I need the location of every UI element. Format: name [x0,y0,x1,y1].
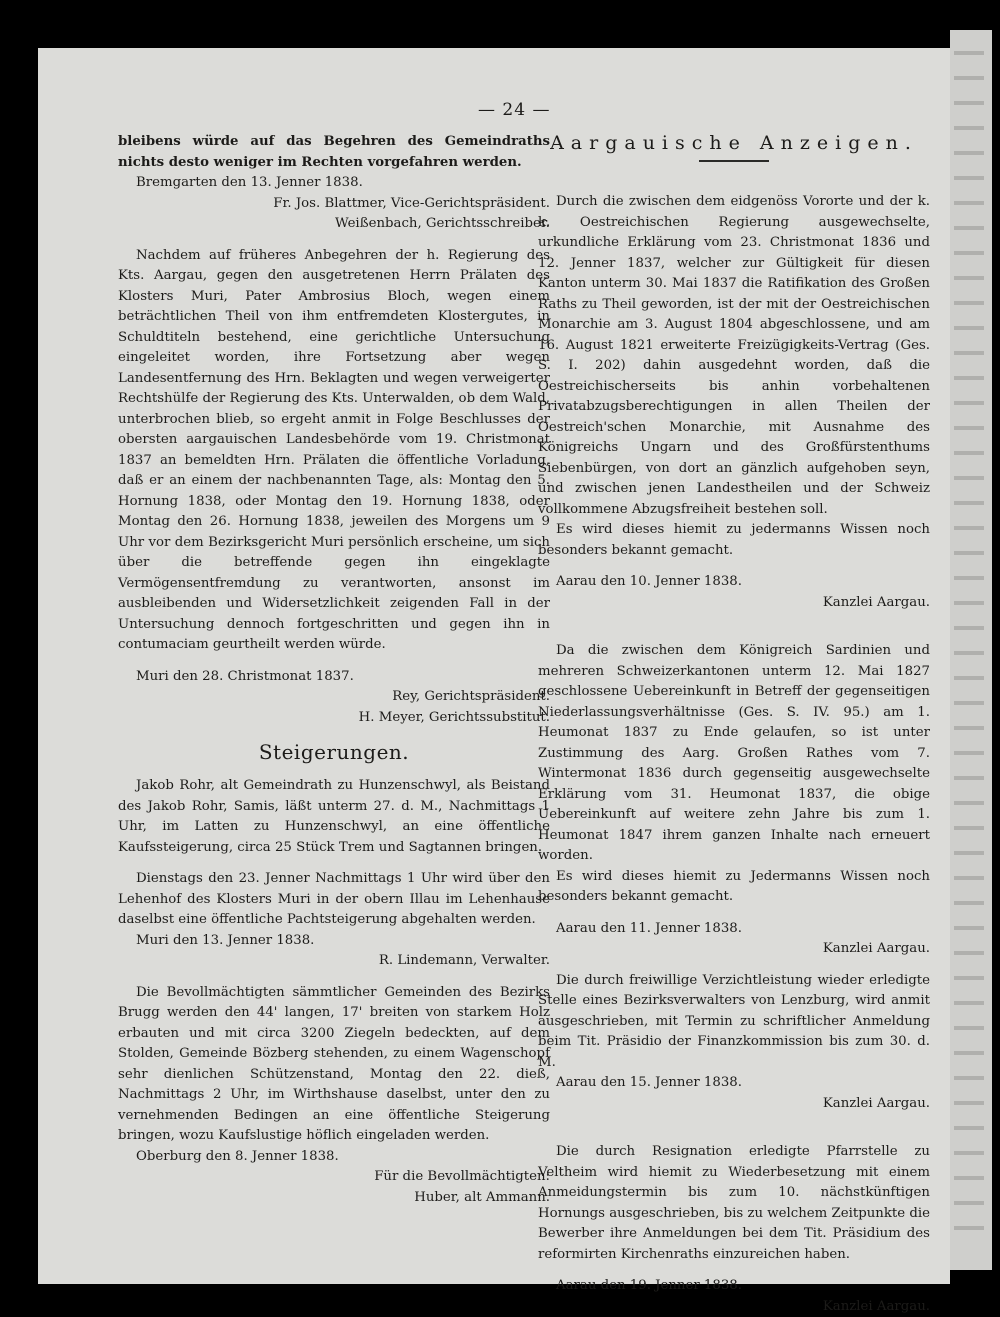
notice-place-date: Aarau den 15. Jenner 1838. [538,1073,930,1094]
notice-place-date: Muri den 28. Christmonat 1837. [118,667,550,688]
notice-signature: H. Meyer, Gerichtssubstitut. [118,708,550,729]
announcement: Da die zwischen dem Königreich Sardinien und mehreren Schweizerkantonen unterm 12. Mai 1827 geschlossene Uebereinkunft in Betreff der gegenseitigen Niederlassungsverhältnisse (Ges. S. IV. 95.) am 1. Heumonat 1837 zu Ende gelaufen, so ist unter Zustimmung des Aarg. Großen Rathes vom 7. Wintermonat 1836 durch gegenseitig ausgewechselte Erklärung vom 31. Heumonat 1837, die obige Uebereinkunft auf weitere zehn Jahre bis zum 1. Heumonat 1847 ihrem ganzen Inhalte nach erneuert worden. [538,641,930,867]
notice-signature: Weißenbach, Gerichtsschreiber. [118,214,550,235]
notice-signature: Kanzlei Aargau. [538,939,930,960]
notice-signature: R. Lindemann, Verwalter. [118,951,550,972]
notice-place-date: Aarau den 10. Jenner 1838. [538,572,930,593]
newspaper-page [38,48,950,1284]
notice-signature: Huber, alt Ammann. [118,1188,550,1209]
auction-notice: Dienstags den 23. Jenner Nachmittags 1 Uhr wird über den Lehenhof des Klosters Muri in der obern Illau im Lehenhause daselbst eine öffentliche Pachtsteigerung abgehalten werden. [118,869,550,931]
notice-place-date: Bremgarten den 13. Jenner 1838. [118,173,550,194]
announcement: Die durch freiwillige Verzichtleistung wieder erledigte Stelle eines Bezirksverwalters von Lenzburg, wird anmit ausgeschrieben, mit Termin zu schriftlicher Anmeldung beim Tit. Präsidio der Finanzkommission bis zum 30. d. M. [538,971,930,1074]
announcement: Die durch Resignation erledigte Pfarrstelle zu Veltheim wird hiemit zu Wiederbesetzung mit einem Anmeidungstermin bis zum 10. nächstkünftigen Hornungs ausgeschrieben, bis zu welchem Zeitpunkte die Bewerber ihre Anmeldungen bei dem Tit. Präsidium des reformirten Kirchenraths einzureichen haben. [538,1142,930,1265]
announcement: Durch die zwischen dem eidgenöss Vororte und der k. k. Oestreichischen Regierung ausgewechselte, urkundliche Erklärung vom 23. Christmonat 1836 und 12. Jenner 1837, welcher zur Gültigkeit für diesen Kanton unterm 30. Mai 1837 die Ratifikation des Großen Raths zu Theil geworden, ist der mit der Oestreichischen Monarchie am 3. August 1804 abgeschlossene, und am 16. August 1821 erweiterte Freizügigkeits-Vertrag (Ges. S. I. 202) dahin ausgedehnt worden, daß die Oestreichischerseits bis anhin vorbehaltenen Privatabzugsberechtigungen in allen Theilen der Oestreich'schen Monarchie, mit Ausnahme des Königreichs Ungarn und des Großfürstenthums Siebenbürgen, von dort an gänzlich aufgehoben seyn, und zwischen jenen Landestheilen und der Schweiz vollkommene Abzugsfreiheit bestehen soll. [538,192,930,520]
adjacent-page-edge [950,30,992,1270]
notice-signature: Für die Bevollmächtigten: [118,1167,550,1188]
auction-notice: Jakob Rohr, alt Gemeindrath zu Hunzenschwyl, als Beistand des Jakob Rohr, Samis, läßt unterm 27. d. M., Nachmittags 1 Uhr, im Latten zu Hunzenschwyl, an eine öffentliche Kaufssteigerung, circa 25 Stück Trem und Sagtannen bringen. [118,776,550,858]
left-column [118,132,550,1208]
notice-place-date: Muri den 13. Jenner 1838. [118,931,550,952]
summons-notice: Nachdem auf früheres Anbegehren der h. Regierung des Kts. Aargau, gegen den ausgetretenen Herrn Prälaten des Klosters Muri, Pater Ambrosius Bloch, wegen einem beträchtlichen Theil von ihm entfremdeten Klostergutes, in Schuldtiteln bestehend, eine gerichtliche Untersuchung eingeleitet worden, ihre Fortsetzung aber wegen Landesentfernung des Hrn. Beklagten und wegen verweigerter Rechtshülfe der Regierung des Kts. Unterwalden, ob dem Wald, unterbrochen blieb, so ergeht anmit in Folge Beschlusses der obersten aargauischen Landesbehörde vom 19. Christmonat 1837 an bemeldten Hrn. Prälaten die öffentliche Vorladung, daß er an einem der nachbenannten Tage, als: Montag den 5. Hornung 1838, oder Montag den 19. Hornung 1838, oder Montag den 26. Hornung 1838, jeweilen des Morgens um 9 Uhr vor dem Bezirksgericht Muri persönlich erscheine, um sich über die betreffende gegen ihn eingeklagte Vermögensentfremdung zu verantworten, ansonst im ausbleibenden und Widersetzlichkeit zeigenden Fall in der Untersuchung dennoch fortgeschritten und gegen ihn in contumaciam geurtheilt werden würde. [118,246,550,656]
notice-signature: Kanzlei Aargau. [538,593,930,614]
notice-place-date: Aarau den 19. Jenner 1838. [538,1276,930,1297]
announcement: Es wird dieses hiemit zu jedermanns Wissen noch besonders bekannt gemacht. [538,520,930,561]
notice-signature: Fr. Jos. Blattmer, Vice-Gerichtspräsident. [118,194,550,215]
notice-signature: Kanzlei Aargau. [538,1094,930,1115]
notice-continuation: bleibens würde auf das Begehren des Gemeindraths nichts desto weniger im Rechten vorgefahren werden. [118,132,550,173]
section-heading-auctions: Steigerungen. [118,740,550,764]
auction-notice: Die Bevollmächtigten sämmtlicher Gemeinden des Bezirks Brugg werden den 44' langen, 17' breiten von starkem Holz erbauten und mit circa 3200 Ziegeln bedeckten, auf dem Stolden, Gemeinde Bözberg stehenden, zu einem Wagenschopf sehr dienlichen Schützenstand, Montag den 22. dieß, Nachmittags 2 Uhr, im Wirthshause daselbst, unter den zu vernehmenden Bedingen an eine öffentliche Steigerung bringen, wozu Kaufslustige höflich eingeladen werden. [118,983,550,1147]
section-heading-announcements: Aargauische Anzeigen. [538,132,930,154]
notice-signature: Kanzlei Aargau. [538,1297,930,1317]
notice-signature: Rey, Gerichtspräsident. [118,687,550,708]
heading-rule [699,160,769,162]
page-number: — 24 — [478,100,550,120]
notice-place-date: Aarau den 11. Jenner 1838. [538,919,930,940]
announcement: Es wird dieses hiemit zu Jedermanns Wissen noch besonders bekannt gemacht. [538,867,930,908]
right-column [538,132,930,1317]
notice-place-date: Oberburg den 8. Jenner 1838. [118,1147,550,1168]
